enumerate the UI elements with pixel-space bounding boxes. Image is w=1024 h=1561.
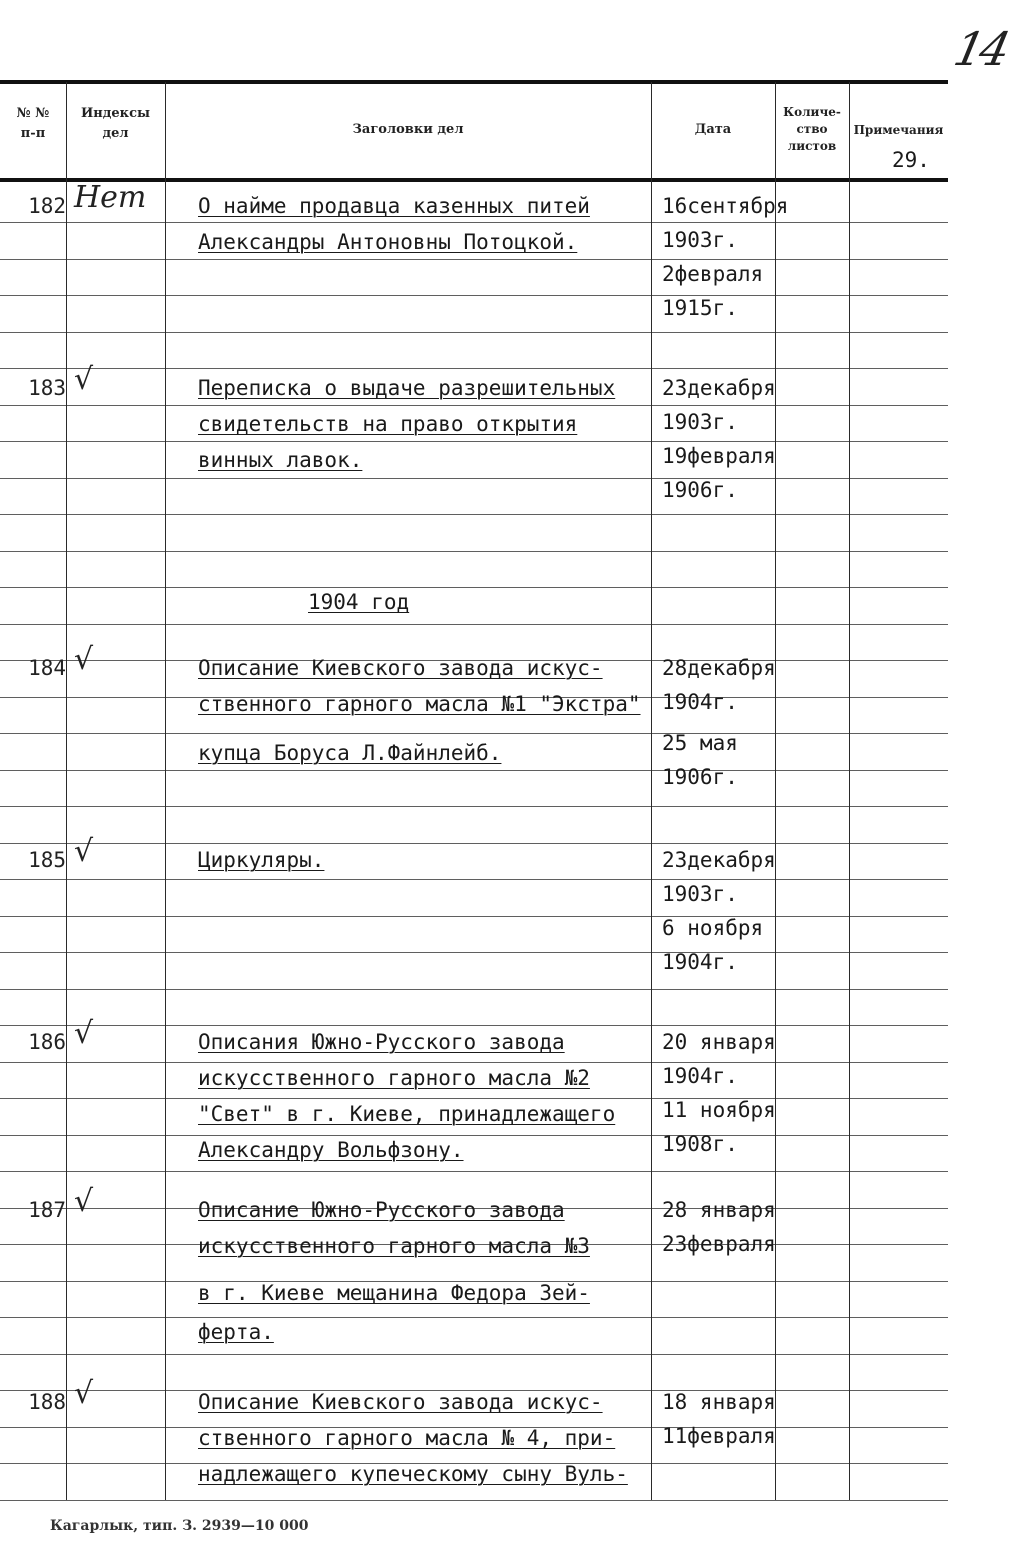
entry-date-line: 28 января xyxy=(662,1198,776,1222)
ruled-line xyxy=(0,514,948,515)
ruled-line xyxy=(0,1354,948,1355)
ruled-line xyxy=(0,295,948,296)
entry-date-line: 1915г. xyxy=(662,296,738,320)
entry-date-line: 25 мая xyxy=(662,731,738,755)
header-titles: Заголовки дел xyxy=(352,122,464,137)
ruled-line xyxy=(0,405,948,406)
entry-title-line: искусственного гарного масла №3 xyxy=(198,1234,590,1258)
entry-date-line: 23февраля xyxy=(662,1232,776,1256)
entry-date-line: 1906г. xyxy=(662,765,738,789)
entry-title-line: ственного гарного масла №1 "Экстра" xyxy=(198,692,641,716)
printer-imprint: Кагарлык, тип. З. 2939—10 000 xyxy=(50,1518,309,1534)
ruled-line xyxy=(0,222,948,223)
entry-title-line: винных лавок. xyxy=(198,448,363,472)
entry-title-line: Александру Вольфзону. xyxy=(198,1138,464,1162)
entry-title-line: надлежащего купеческому сыну Вуль- xyxy=(198,1462,628,1486)
ruled-line xyxy=(0,368,948,369)
entry-date-line: 16сентября xyxy=(662,194,789,218)
ruled-line xyxy=(0,478,948,479)
table-top-border xyxy=(0,80,948,84)
header-date: Дата xyxy=(694,122,732,137)
entry-title-line: "Свет" в г. Киеве, принадлежащего xyxy=(198,1102,616,1126)
entry-title-line: Циркуляры. xyxy=(198,848,325,872)
entry-date-line: 1908г. xyxy=(662,1132,738,1156)
page-number: 14 xyxy=(949,22,1012,76)
ruled-line xyxy=(0,587,948,588)
entry-date-line: 23декабря xyxy=(662,376,776,400)
header-indexes: Индексы дел xyxy=(80,106,151,141)
ruled-line xyxy=(0,1025,948,1026)
entry-title-line: Описания Южно-Русского завода xyxy=(198,1030,565,1054)
ruled-line xyxy=(0,770,948,771)
ruled-line xyxy=(0,1171,948,1172)
entry-title-line: Александры Антоновны Потоцкой. xyxy=(198,230,578,254)
entry-date-line: 1904г. xyxy=(662,690,738,714)
ruled-line xyxy=(0,1317,948,1318)
entry-title-line: Описание Киевского завода искус- xyxy=(198,656,603,680)
entry-title-line: в г. Киеве мещанина Федора Зей- xyxy=(198,1281,590,1305)
entry-title-line: купца Боруса Л.Файнлейб. xyxy=(198,741,502,765)
entry-title-line: Описание Киевского завода искус- xyxy=(198,1390,603,1414)
entry-date-line: 20 января xyxy=(662,1030,776,1054)
entry-date-line: 11февраля xyxy=(662,1424,776,1448)
ruled-line xyxy=(0,733,948,734)
index-mark: √ xyxy=(74,642,94,677)
entry-title-line: искусственного гарного масла №2 xyxy=(198,1066,590,1090)
ruled-line xyxy=(0,441,948,442)
ruled-line xyxy=(0,843,948,844)
ruled-line xyxy=(0,916,948,917)
index-mark: Нет xyxy=(74,180,147,215)
index-mark: √ xyxy=(74,1184,94,1219)
ruled-line xyxy=(0,551,948,552)
index-mark: √ xyxy=(74,362,94,397)
year-heading: 1904 год xyxy=(308,590,410,614)
entry-date-line: 1904г. xyxy=(662,1064,738,1088)
entry-date-line: 6 ноября xyxy=(662,916,764,940)
ruled-line xyxy=(0,806,948,807)
index-mark: √ xyxy=(74,1376,94,1411)
entry-date-line: 1903г. xyxy=(662,410,738,434)
entry-date-line: 1906г. xyxy=(662,478,738,502)
ruled-line xyxy=(0,332,948,333)
ruled-line xyxy=(0,1098,948,1099)
entry-title-line: свидетельств на право открытия xyxy=(198,412,578,436)
header-notes: Примечания xyxy=(853,123,944,137)
entry-date-line: 1903г. xyxy=(662,228,738,252)
entry-number: 186 xyxy=(28,1030,66,1054)
entry-date-line: 1903г. xyxy=(662,882,738,906)
ruled-line xyxy=(0,624,948,625)
entry-title-line: ственного гарного масла № 4, при- xyxy=(198,1426,616,1450)
entry-date-line: 19февраля xyxy=(662,444,776,468)
entry-date-line: 23декабря xyxy=(662,848,776,872)
entry-date-line: 2февраля xyxy=(662,262,764,286)
index-mark: √ xyxy=(74,834,94,869)
ruled-line xyxy=(0,1062,948,1063)
entry-number: 187 xyxy=(28,1198,66,1222)
ruled-line xyxy=(0,259,948,260)
entry-number: 188 xyxy=(28,1390,66,1414)
header-sheets: Количе- ство листов xyxy=(783,105,841,153)
ruled-line xyxy=(0,879,948,880)
index-mark: √ xyxy=(74,1016,94,1051)
ruled-line xyxy=(0,952,948,953)
entry-number: 182 xyxy=(28,194,66,218)
entry-title-line: Переписка о выдаче разрешительных xyxy=(198,376,616,400)
header-note: 29. xyxy=(892,148,930,172)
entry-number: 185 xyxy=(28,848,66,872)
entry-title-line: О найме продавца казенных питей xyxy=(198,194,590,218)
entry-date-line: 1904г. xyxy=(662,950,738,974)
entry-date-line: 28декабря xyxy=(662,656,776,680)
ruled-line xyxy=(0,1500,948,1501)
entry-title-line: Описание Южно-Русского завода xyxy=(198,1198,565,1222)
ruled-line xyxy=(0,1135,948,1136)
entry-number: 184 xyxy=(28,656,66,680)
entry-date-line: 18 января xyxy=(662,1390,776,1414)
header-num: № № п-п xyxy=(16,106,50,141)
entry-number: 183 xyxy=(28,376,66,400)
entry-title-line: ферта. xyxy=(198,1320,274,1344)
entry-date-line: 11 ноября xyxy=(662,1098,776,1122)
ruled-line xyxy=(0,989,948,990)
